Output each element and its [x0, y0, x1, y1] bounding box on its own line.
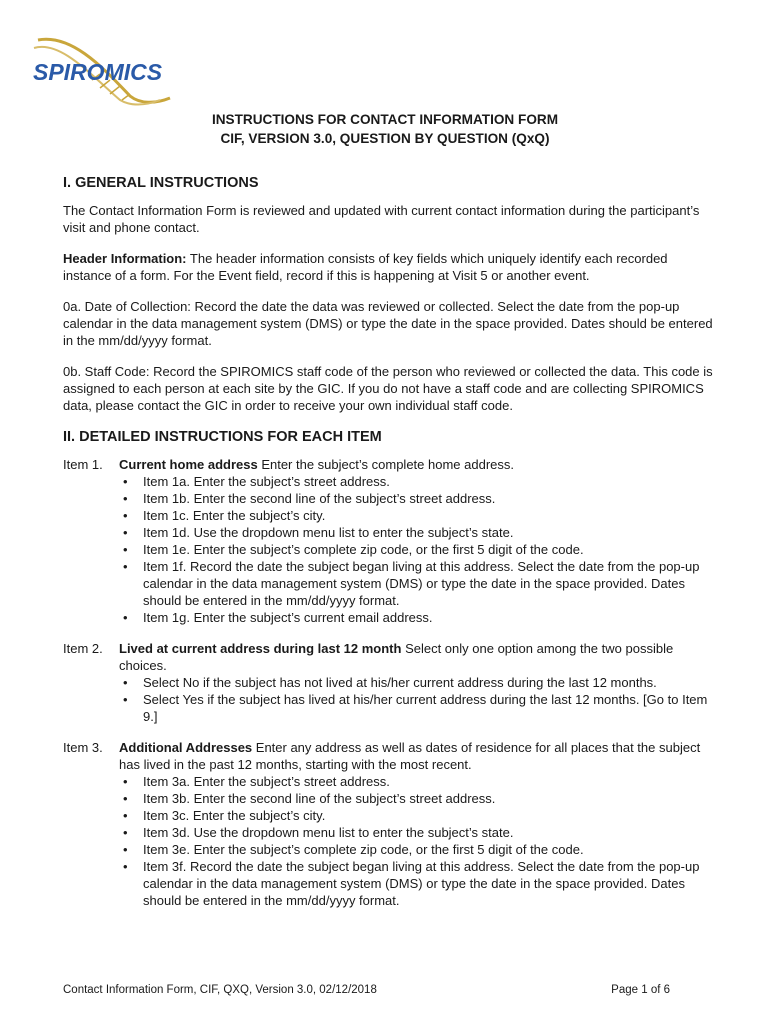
logo-text: SPIROMICS	[33, 59, 163, 85]
item-text: Enter any address as well as dates of residence for all places that the subject has lived in the past 12 months, starting with the most recent.	[119, 740, 701, 772]
item-title: Additional Addresses	[119, 740, 253, 755]
document-title	[0, 110, 770, 148]
list-item: • Item 1e. Enter the subject’s complete zip code, or the first 5 digit of the code.	[119, 541, 713, 558]
header-info-text: The header information consists of key fields which uniquely identify each recorded instance of a form. For the Event field, record if this is happening at Visit 5 or another event.	[63, 251, 668, 283]
list-item: • Item 3f. Record the date the subject began living at this address. Select the date from the pop-up calendar in the data management system (DMS) or type the date in the space provided. Dates should be entered in the mm/dd/yyyy format.	[119, 858, 713, 909]
list-item: • Select Yes if the subject has lived at his/her current address during the last 12 months. [Go to Item 9.]	[119, 691, 713, 725]
staff-code-paragraph: 0b. Staff Code: Record the SPIROMICS staff code of the person who reviewed or collected the data. This code is assigned to each person at each site by the GIC. If you do not have a staff code and are collecting SPIROMICS data, please contact the GIC in order to receive your own individual staff code.	[63, 364, 713, 413]
page-footer	[63, 984, 670, 996]
list-item: • Item 1f. Record the date the subject began living at this address. Select the date from the pop-up calendar in the data management system (DMS) or type the date in the space provided. Dates should be entered in the mm/dd/yyyy format.	[119, 558, 713, 609]
list-item: • Item 1g. Enter the subject’s current email address.	[119, 609, 713, 626]
spiromics-logo	[30, 34, 175, 106]
title-line-2: CIF, VERSION 3.0, QUESTION BY QUESTION (QxQ)	[220, 131, 550, 146]
list-item: • Item 3a. Enter the subject’s street address.	[119, 773, 713, 790]
list-item: • Item 3e. Enter the subject’s complete zip code, or the first 5 digit of the code.	[119, 841, 713, 858]
list-item: • Select No if the subject has not lived at his/her current address during the last 12 months.	[119, 674, 713, 691]
list-item: • Item 3c. Enter the subject’s city.	[119, 807, 713, 824]
list-item: • Item 1d. Use the dropdown menu list to enter the subject’s state.	[119, 524, 713, 541]
section-heading-general: I. GENERAL INSTRUCTIONS	[63, 175, 259, 191]
list-item: • Item 1b. Enter the second line of the subject’s street address.	[119, 490, 713, 507]
list-item: • Item 3d. Use the dropdown menu list to enter the subject’s state.	[119, 824, 713, 841]
item-text: Enter the subject’s complete home address.	[257, 457, 514, 472]
header-info-paragraph	[63, 250, 713, 284]
item-1	[63, 456, 713, 626]
list-item: • Item 3b. Enter the second line of the subject’s street address.	[119, 790, 713, 807]
header-info-label: Header Information:	[63, 251, 187, 266]
dna-helix-icon	[30, 34, 175, 106]
item-number: Item 3.	[63, 740, 103, 755]
footer-document-info: Contact Information Form, CIF, QXQ, Version 3.0, 02/12/2018	[63, 984, 377, 996]
list-item: • Item 1a. Enter the subject’s street address.	[119, 473, 713, 490]
item-title: Current home address	[119, 457, 258, 472]
intro-paragraph: The Contact Information Form is reviewed and updated with current contact information during the participant’s visit and phone contact.	[63, 203, 700, 235]
item-3-bullets	[119, 773, 713, 909]
date-of-collection-paragraph: 0a. Date of Collection: Record the date the data was reviewed or collected. Select the date from the pop-up calendar in the data management system (DMS) or type the date in the space provided. Dates should be entered in the mm/dd/yyyy format.	[63, 299, 713, 348]
item-number: Item 1.	[63, 457, 103, 472]
item-text: Select only one option among the two possible choices.	[119, 641, 674, 673]
item-number: Item 2.	[63, 641, 103, 656]
item-1-bullets	[119, 473, 713, 626]
title-line-1: INSTRUCTIONS FOR CONTACT INFORMATION FORM	[211, 112, 559, 127]
document-body	[63, 174, 713, 923]
section-heading-detailed: II. DETAILED INSTRUCTIONS FOR EACH ITEM	[63, 429, 382, 445]
footer-page-number: Page 1 of 6	[611, 984, 670, 996]
item-2-bullets	[119, 674, 713, 725]
item-2	[63, 640, 713, 725]
list-item: • Item 1c. Enter the subject’s city.	[119, 507, 713, 524]
item-3	[63, 739, 713, 909]
item-title: Lived at current address during last 12 month	[119, 641, 402, 656]
